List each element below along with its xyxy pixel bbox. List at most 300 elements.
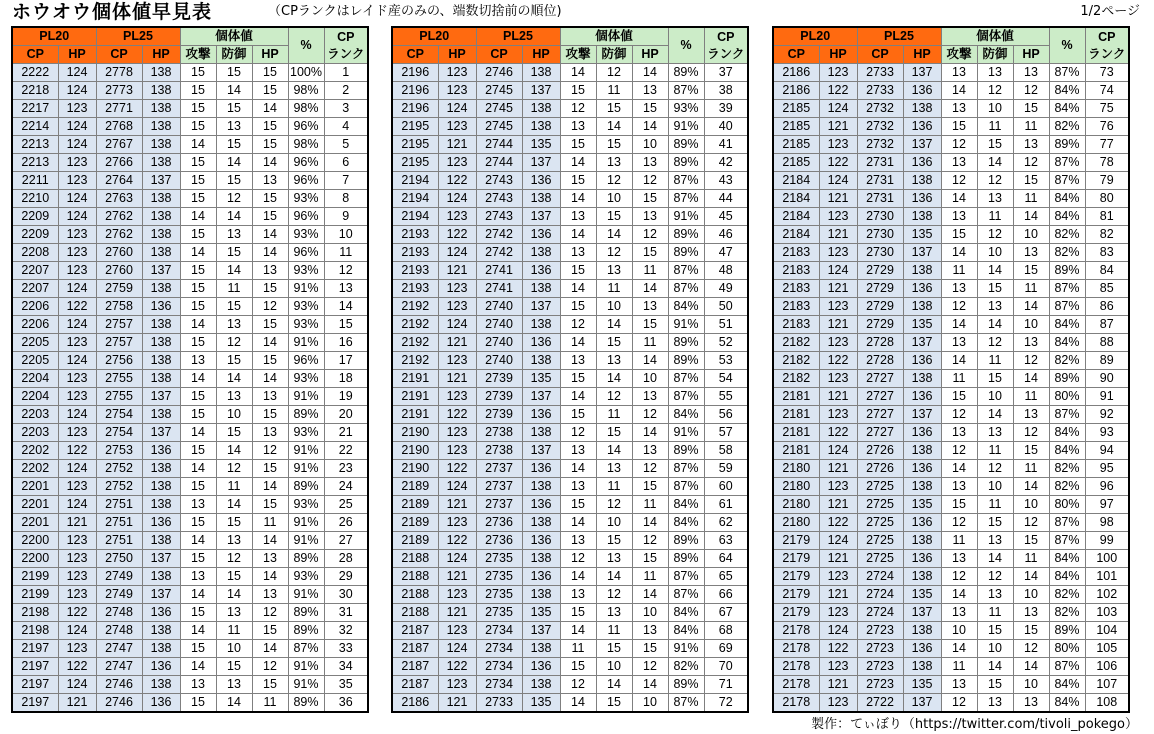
cell-pl20-cp: 2183 (773, 280, 819, 298)
cell-attack: 15 (180, 604, 216, 622)
cell-cp-rank: 7 (324, 172, 368, 190)
cell-percent: 89% (1049, 370, 1085, 388)
cell-pl20-cp: 2193 (392, 244, 438, 262)
cell-stamina: 10 (1013, 226, 1049, 244)
cell-attack: 14 (941, 190, 977, 208)
cell-percent: 89% (668, 442, 704, 460)
cell-pl25-cp: 2734 (476, 676, 522, 694)
cell-cp-rank: 5 (324, 136, 368, 154)
cell-pl20-cp: 2187 (392, 676, 438, 694)
cell-stamina: 14 (252, 568, 288, 586)
cell-pl25-hp: 136 (903, 424, 941, 442)
table-row (773, 64, 1129, 82)
cell-pl25-hp: 138 (522, 118, 560, 136)
cell-stamina: 11 (252, 694, 288, 713)
cell-pl25-cp: 2745 (476, 82, 522, 100)
cell-pl25-hp: 137 (522, 298, 560, 316)
cell-pl20-cp: 2178 (773, 676, 819, 694)
cell-percent: 89% (668, 676, 704, 694)
cell-cp-rank: 39 (704, 100, 748, 118)
cell-pl20-cp: 2182 (773, 334, 819, 352)
cell-pl25-hp: 136 (903, 514, 941, 532)
cell-pl25-hp: 138 (903, 568, 941, 586)
cell-pl25-hp: 136 (522, 532, 560, 550)
cell-pl25-hp: 136 (142, 658, 180, 676)
cell-percent: 89% (288, 604, 324, 622)
cell-percent: 87% (288, 640, 324, 658)
cell-pl25-hp: 138 (522, 550, 560, 568)
cell-pl25-cp: 2730 (857, 244, 903, 262)
cell-percent: 89% (288, 550, 324, 568)
cell-cp-rank: 77 (1085, 136, 1129, 154)
cell-cp-rank: 94 (1085, 442, 1129, 460)
cell-defense: 13 (216, 532, 252, 550)
header-pl25-cp: CP (96, 46, 142, 64)
table-row (12, 622, 368, 640)
cell-stamina: 14 (632, 64, 668, 82)
cell-stamina: 12 (1013, 514, 1049, 532)
cell-pl25-cp: 2760 (96, 244, 142, 262)
cell-pl20-hp: 123 (58, 478, 96, 496)
cell-attack: 12 (941, 694, 977, 713)
cell-percent: 91% (668, 640, 704, 658)
cell-defense: 14 (216, 82, 252, 100)
cell-pl25-cp: 2759 (96, 280, 142, 298)
cell-defense: 13 (977, 586, 1013, 604)
cell-pl25-cp: 2747 (96, 658, 142, 676)
cell-defense: 15 (216, 568, 252, 586)
cell-pl20-hp: 121 (819, 676, 857, 694)
cell-defense: 10 (596, 190, 632, 208)
cell-attack: 15 (180, 514, 216, 532)
cell-percent: 89% (1049, 262, 1085, 280)
cell-pl25-cp: 2733 (476, 694, 522, 713)
table-row (392, 316, 748, 334)
cell-stamina: 14 (1013, 658, 1049, 676)
cell-percent: 93% (288, 568, 324, 586)
cell-attack: 13 (560, 352, 596, 370)
cell-pl25-hp: 138 (903, 370, 941, 388)
cell-pl25-hp: 137 (903, 334, 941, 352)
cell-pl20-hp: 124 (438, 478, 476, 496)
cell-stamina: 14 (252, 100, 288, 118)
cell-pl25-cp: 2731 (857, 172, 903, 190)
cell-pl20-hp: 123 (438, 586, 476, 604)
cell-attack: 14 (180, 460, 216, 478)
cell-pl25-cp: 2723 (857, 622, 903, 640)
cell-stamina: 15 (632, 316, 668, 334)
cell-defense: 15 (216, 64, 252, 82)
cell-defense: 12 (596, 586, 632, 604)
cell-percent: 89% (668, 64, 704, 82)
cell-stamina: 10 (632, 370, 668, 388)
cell-pl20-cp: 2188 (392, 568, 438, 586)
cell-stamina: 10 (632, 604, 668, 622)
cell-stamina: 11 (252, 514, 288, 532)
cell-pl20-cp: 2197 (12, 640, 58, 658)
cell-pl20-cp: 2186 (392, 694, 438, 713)
cell-defense: 11 (596, 622, 632, 640)
cell-defense: 11 (596, 406, 632, 424)
cell-pl25-cp: 2725 (857, 496, 903, 514)
cell-defense: 13 (596, 460, 632, 478)
cell-defense: 11 (977, 442, 1013, 460)
cell-attack: 12 (941, 406, 977, 424)
cell-percent: 84% (668, 604, 704, 622)
cell-attack: 13 (941, 64, 977, 82)
cell-pl25-hp: 136 (903, 460, 941, 478)
cell-pl20-hp: 123 (438, 424, 476, 442)
cell-pl20-hp: 123 (58, 172, 96, 190)
cell-pl20-hp: 123 (58, 640, 96, 658)
cell-attack: 14 (560, 154, 596, 172)
cell-percent: 89% (1049, 622, 1085, 640)
cell-cp-rank: 63 (704, 532, 748, 550)
cell-defense: 15 (596, 532, 632, 550)
cell-percent: 87% (668, 388, 704, 406)
table-row (773, 352, 1129, 370)
cell-pl25-cp: 2732 (857, 118, 903, 136)
cell-pl20-hp: 123 (819, 208, 857, 226)
cell-pl20-hp: 123 (819, 334, 857, 352)
table-row (392, 298, 748, 316)
cell-attack: 15 (941, 388, 977, 406)
cell-percent: 84% (1049, 334, 1085, 352)
cell-pl20-cp: 2185 (773, 154, 819, 172)
cell-percent: 84% (1049, 208, 1085, 226)
table-row (773, 424, 1129, 442)
cell-pl20-hp: 121 (438, 694, 476, 713)
cell-percent: 89% (668, 334, 704, 352)
cell-pl20-hp: 123 (58, 586, 96, 604)
cell-pl25-cp: 2762 (96, 226, 142, 244)
cell-pl20-hp: 123 (58, 154, 96, 172)
cell-attack: 14 (560, 280, 596, 298)
cell-attack: 13 (560, 478, 596, 496)
cell-pl20-hp: 123 (438, 442, 476, 460)
cell-pl20-cp: 2179 (773, 604, 819, 622)
cell-attack: 15 (180, 82, 216, 100)
cell-cp-rank: 1 (324, 64, 368, 82)
cell-cp-rank: 46 (704, 226, 748, 244)
cell-pl20-cp: 2209 (12, 226, 58, 244)
cell-stamina: 12 (632, 406, 668, 424)
cell-percent: 93% (288, 424, 324, 442)
cell-pl25-hp: 137 (903, 64, 941, 82)
header-cp-rank-line1: CP (1098, 29, 1116, 44)
table-row (773, 406, 1129, 424)
cell-stamina: 15 (1013, 262, 1049, 280)
cell-pl20-hp: 123 (58, 370, 96, 388)
cell-stamina: 14 (252, 478, 288, 496)
cell-cp-rank: 80 (1085, 190, 1129, 208)
table-row (773, 334, 1129, 352)
cell-defense: 11 (216, 622, 252, 640)
cell-stamina: 13 (632, 622, 668, 640)
cell-pl20-hp: 124 (58, 676, 96, 694)
cell-cp-rank: 43 (704, 172, 748, 190)
cell-cp-rank: 42 (704, 154, 748, 172)
cell-percent: 87% (668, 172, 704, 190)
cell-stamina: 13 (252, 550, 288, 568)
cell-attack: 13 (560, 532, 596, 550)
cell-stamina: 11 (632, 568, 668, 586)
cell-pl25-cp: 2749 (96, 586, 142, 604)
cell-cp-rank: 20 (324, 406, 368, 424)
cell-pl25-cp: 2738 (476, 424, 522, 442)
cell-pl20-cp: 2193 (392, 280, 438, 298)
cell-pl25-cp: 2760 (96, 262, 142, 280)
cell-cp-rank: 13 (324, 280, 368, 298)
cell-stamina: 10 (1013, 496, 1049, 514)
header-pl20-hp: HP (58, 46, 96, 64)
cell-pl25-hp: 137 (142, 388, 180, 406)
cell-attack: 12 (941, 514, 977, 532)
cell-cp-rank: 67 (704, 604, 748, 622)
cell-attack: 13 (180, 568, 216, 586)
cell-percent: 89% (668, 136, 704, 154)
cell-pl25-cp: 2726 (857, 442, 903, 460)
cell-pl20-hp: 123 (58, 100, 96, 118)
cell-pl20-cp: 2201 (12, 478, 58, 496)
cell-pl25-cp: 2729 (857, 298, 903, 316)
table-row (773, 154, 1129, 172)
header-iv: 個体値 (180, 27, 288, 46)
cell-percent: 91% (668, 118, 704, 136)
cell-attack: 15 (180, 172, 216, 190)
cell-pl20-hp: 123 (819, 694, 857, 713)
cell-pl20-cp: 2189 (392, 478, 438, 496)
cell-percent: 87% (668, 280, 704, 298)
cell-defense: 10 (216, 640, 252, 658)
cell-stamina: 13 (632, 82, 668, 100)
cell-percent: 82% (1049, 352, 1085, 370)
cell-pl20-hp: 121 (438, 262, 476, 280)
cell-defense: 14 (216, 370, 252, 388)
cell-defense: 15 (216, 424, 252, 442)
cell-pl25-cp: 2729 (857, 262, 903, 280)
table-row (12, 262, 368, 280)
cell-pl25-cp: 2734 (476, 640, 522, 658)
cell-pl25-cp: 2751 (96, 496, 142, 514)
cell-pl20-cp: 2218 (12, 82, 58, 100)
cell-pl25-hp: 136 (903, 550, 941, 568)
cell-defense: 10 (596, 514, 632, 532)
cell-defense: 12 (977, 226, 1013, 244)
cell-defense: 12 (977, 568, 1013, 586)
cell-percent: 89% (1049, 136, 1085, 154)
cell-percent: 93% (288, 370, 324, 388)
table-row (773, 118, 1129, 136)
cell-pl20-hp: 121 (819, 496, 857, 514)
cell-defense: 10 (977, 244, 1013, 262)
cell-pl20-cp: 2205 (12, 352, 58, 370)
table-row (773, 388, 1129, 406)
header-pl25: PL25 (96, 27, 180, 46)
table-row (392, 118, 748, 136)
table-row (392, 622, 748, 640)
cell-attack: 13 (941, 424, 977, 442)
cell-pl25-cp: 2731 (857, 154, 903, 172)
cell-pl20-cp: 2201 (12, 496, 58, 514)
cell-stamina: 11 (632, 496, 668, 514)
cell-percent: 80% (1049, 388, 1085, 406)
cell-pl25-hp: 137 (522, 388, 560, 406)
cell-stamina: 13 (632, 442, 668, 460)
cell-percent: 87% (1049, 172, 1085, 190)
cell-pl25-hp: 138 (903, 532, 941, 550)
cell-stamina: 14 (1013, 370, 1049, 388)
cell-pl25-cp: 2735 (476, 586, 522, 604)
cell-percent: 91% (668, 316, 704, 334)
cell-cp-rank: 52 (704, 334, 748, 352)
cell-pl25-cp: 2745 (476, 100, 522, 118)
cell-percent: 84% (668, 406, 704, 424)
table-row (12, 370, 368, 388)
cell-pl20-cp: 2192 (392, 352, 438, 370)
table-row (392, 172, 748, 190)
cell-attack: 15 (180, 388, 216, 406)
header-percent: % (668, 27, 704, 64)
cell-pl20-hp: 123 (58, 334, 96, 352)
cell-pl25-hp: 137 (903, 406, 941, 424)
cell-pl20-cp: 2194 (392, 208, 438, 226)
cell-stamina: 13 (252, 424, 288, 442)
table-row (392, 208, 748, 226)
cell-pl20-hp: 123 (58, 532, 96, 550)
cell-pl20-hp: 121 (819, 586, 857, 604)
cell-percent: 84% (1049, 694, 1085, 713)
header-defense: 防御 (977, 46, 1013, 64)
cell-attack: 13 (560, 208, 596, 226)
cell-attack: 14 (180, 208, 216, 226)
cell-stamina: 15 (252, 64, 288, 82)
cell-pl25-hp: 137 (142, 262, 180, 280)
cell-pl25-hp: 137 (903, 136, 941, 154)
cell-stamina: 15 (632, 478, 668, 496)
cell-pl20-cp: 2207 (12, 280, 58, 298)
header-pl25: PL25 (857, 27, 941, 46)
table-row (392, 244, 748, 262)
cell-pl20-cp: 2187 (392, 622, 438, 640)
cell-cp-rank: 50 (704, 298, 748, 316)
cell-stamina: 15 (252, 622, 288, 640)
cell-pl20-cp: 2210 (12, 190, 58, 208)
table-row (773, 568, 1129, 586)
cell-pl20-hp: 124 (819, 262, 857, 280)
cell-cp-rank: 92 (1085, 406, 1129, 424)
cell-pl25-hp: 136 (142, 442, 180, 460)
cell-pl20-cp: 2213 (12, 154, 58, 172)
cell-pl25-cp: 2736 (476, 514, 522, 532)
cell-pl20-hp: 121 (438, 370, 476, 388)
cell-pl20-cp: 2207 (12, 262, 58, 280)
cell-pl20-hp: 124 (438, 316, 476, 334)
cell-percent: 84% (1049, 568, 1085, 586)
cell-defense: 12 (977, 82, 1013, 100)
cell-cp-rank: 65 (704, 568, 748, 586)
cell-pl20-hp: 122 (438, 406, 476, 424)
table-row (392, 424, 748, 442)
cell-pl20-hp: 124 (58, 460, 96, 478)
cell-stamina: 15 (252, 190, 288, 208)
cell-cp-rank: 26 (324, 514, 368, 532)
cell-pl25-hp: 137 (903, 604, 941, 622)
cell-cp-rank: 35 (324, 676, 368, 694)
cell-defense: 13 (977, 64, 1013, 82)
cell-stamina: 13 (1013, 406, 1049, 424)
cell-pl25-hp: 135 (903, 586, 941, 604)
header-cp-rank-line2: ランク (707, 46, 745, 61)
cell-pl20-hp: 123 (438, 208, 476, 226)
cell-pl25-hp: 137 (522, 82, 560, 100)
cell-cp-rank: 10 (324, 226, 368, 244)
table-row (773, 100, 1129, 118)
cell-pl25-hp: 138 (903, 442, 941, 460)
cell-pl25-cp: 2755 (96, 370, 142, 388)
cell-pl25-hp: 138 (522, 514, 560, 532)
cell-defense: 13 (216, 676, 252, 694)
cell-cp-rank: 88 (1085, 334, 1129, 352)
cell-pl20-cp: 2181 (773, 424, 819, 442)
cell-pl25-hp: 135 (903, 676, 941, 694)
cell-stamina: 11 (1013, 460, 1049, 478)
cell-percent: 82% (1049, 478, 1085, 496)
table-row (12, 190, 368, 208)
cell-defense: 15 (216, 658, 252, 676)
cell-pl25-hp: 138 (142, 532, 180, 550)
cell-pl25-hp: 138 (903, 262, 941, 280)
cell-stamina: 15 (252, 316, 288, 334)
cell-percent: 91% (288, 586, 324, 604)
cell-cp-rank: 49 (704, 280, 748, 298)
cell-defense: 14 (216, 262, 252, 280)
table-row (12, 406, 368, 424)
header-attack: 攻撃 (560, 46, 596, 64)
cell-defense: 13 (216, 316, 252, 334)
cell-defense: 14 (977, 316, 1013, 334)
table-row (12, 136, 368, 154)
cell-stamina: 14 (632, 118, 668, 136)
cell-pl20-cp: 2188 (392, 604, 438, 622)
page-subtitle: （CPランクはレイド産のみの、端数切捨前の順位) (268, 4, 562, 19)
cell-stamina: 15 (1013, 622, 1049, 640)
cell-pl20-hp: 124 (819, 442, 857, 460)
cell-pl20-hp: 121 (58, 514, 96, 532)
cell-pl20-hp: 124 (819, 172, 857, 190)
cell-pl25-hp: 138 (522, 244, 560, 262)
cell-pl25-hp: 137 (522, 442, 560, 460)
cell-defense: 14 (977, 658, 1013, 676)
cell-percent: 96% (288, 352, 324, 370)
cell-attack: 13 (560, 442, 596, 460)
table-row (12, 118, 368, 136)
cell-defense: 15 (216, 136, 252, 154)
cell-percent: 84% (668, 622, 704, 640)
cell-pl25-cp: 2758 (96, 298, 142, 316)
cell-pl25-hp: 138 (142, 280, 180, 298)
cell-pl25-hp: 138 (142, 64, 180, 82)
cell-pl20-hp: 123 (58, 550, 96, 568)
cell-pl25-cp: 2733 (857, 64, 903, 82)
cell-defense: 10 (977, 100, 1013, 118)
table-row (392, 64, 748, 82)
cell-percent: 91% (288, 676, 324, 694)
cell-pl25-hp: 136 (142, 604, 180, 622)
table-row (773, 190, 1129, 208)
cell-pl20-cp: 2186 (773, 64, 819, 82)
cell-pl20-hp: 122 (819, 514, 857, 532)
